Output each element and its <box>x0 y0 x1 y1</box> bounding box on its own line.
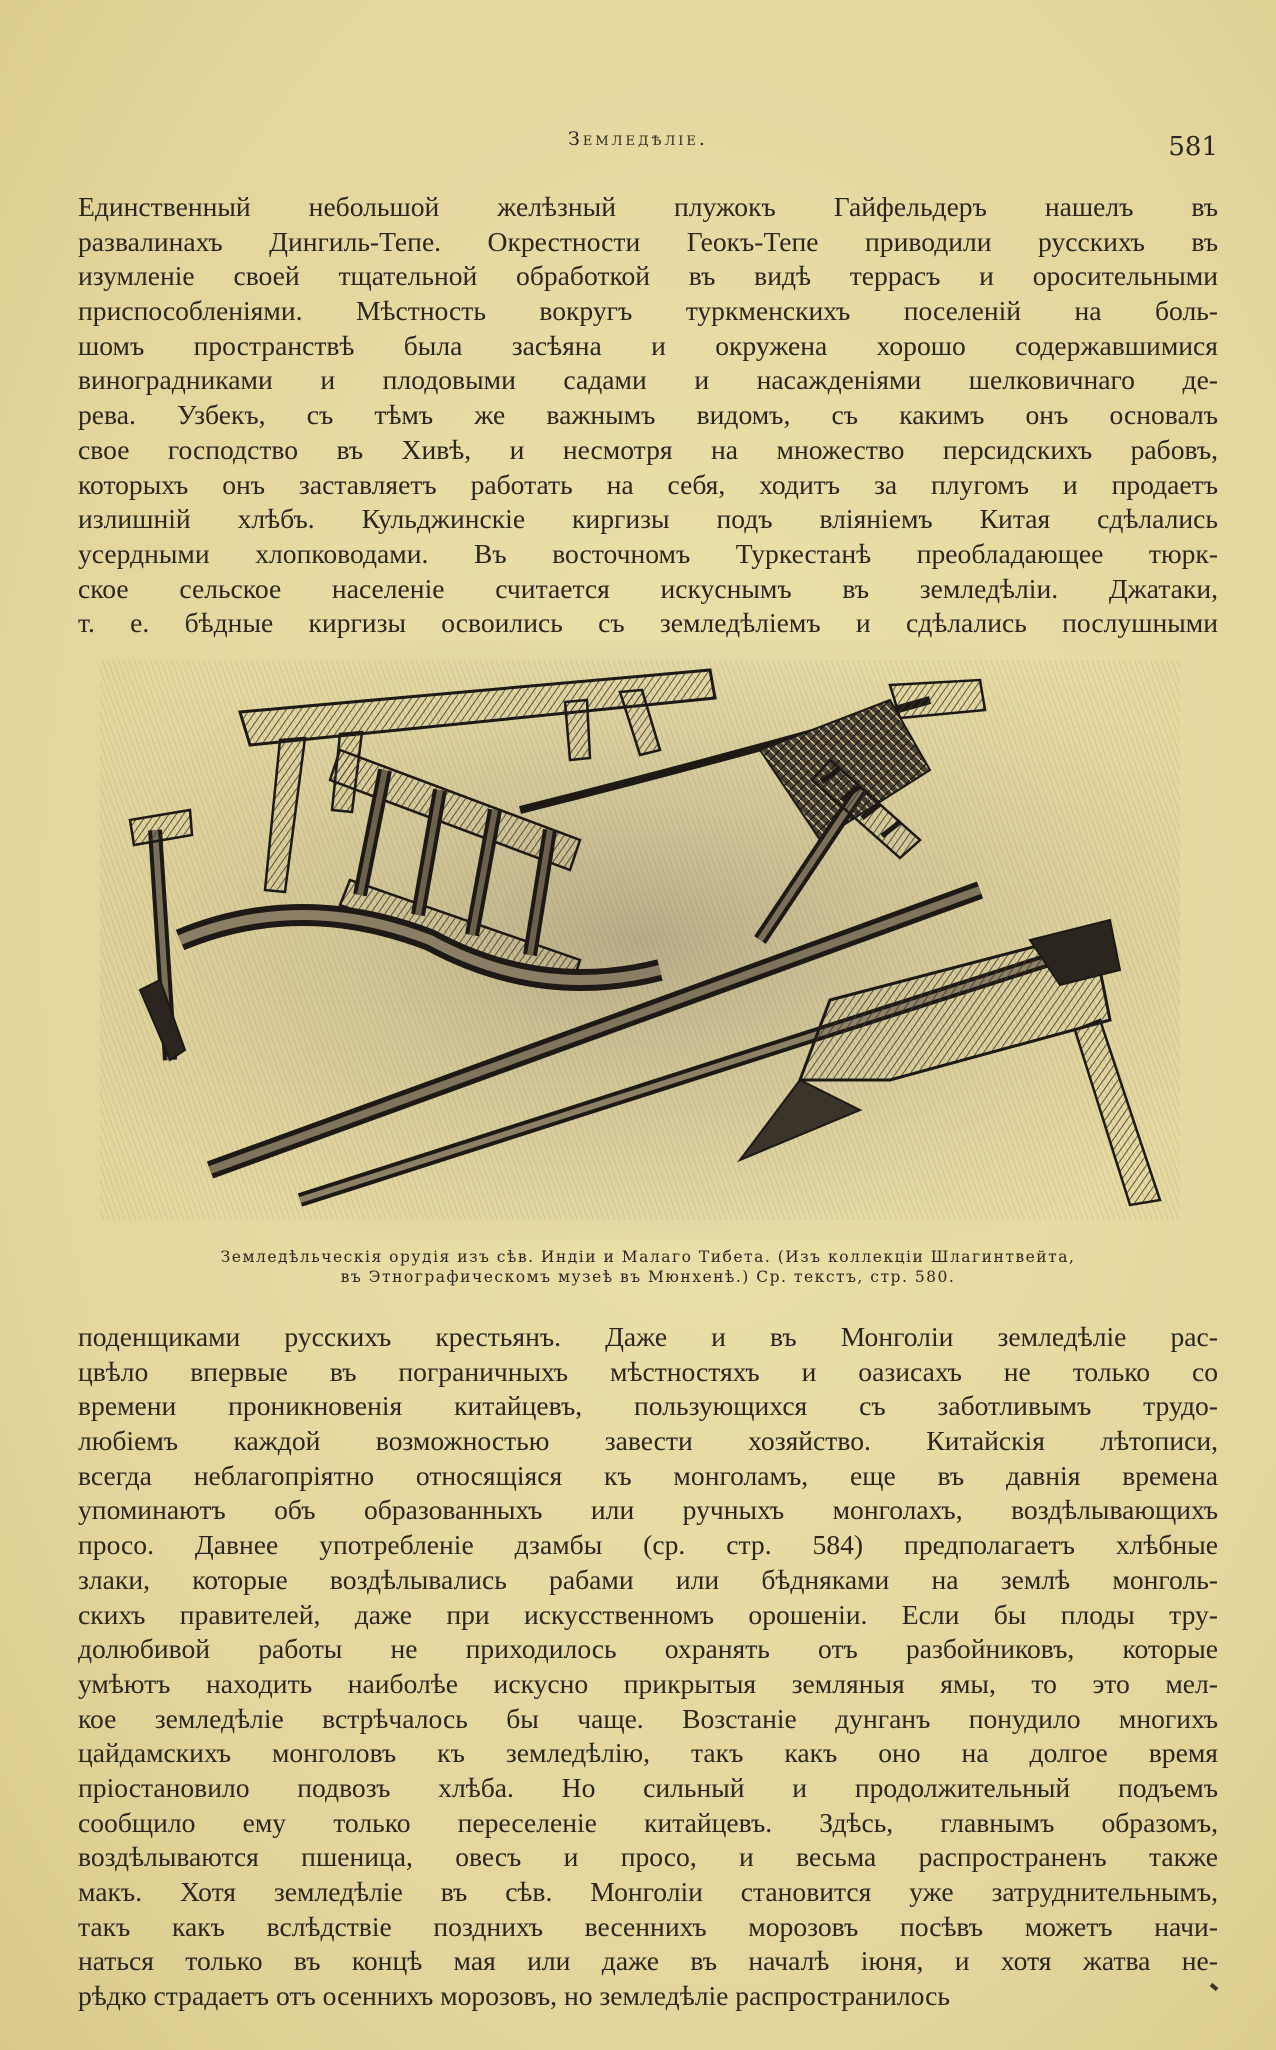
text-line: наться только въ концѣ мая или даже въ началѣ іюня, и хотя жатва не- <box>78 1945 1218 1977</box>
text-line: поденщиками русскихъ крестьянъ. Даже и въ Монголіи земледѣліе рас- <box>78 1321 1218 1352</box>
text-line: просо. Давнее употребленіе дзамбы (ср. стр. 584) предполагаетъ хлѣбные <box>78 1529 1218 1561</box>
text-line: цвѣло впервые въ пограничныхъ мѣстностяхъ и оазисахъ не только со <box>78 1355 1218 1387</box>
text-line: пріостановило подвозъ хлѣба. Но сильный и продолжительный подъемъ <box>78 1771 1218 1803</box>
text-line: цайдамскихъ монголовъ къ земледѣлію, такъ какъ оно на долгое время <box>78 1737 1218 1769</box>
text-line: кое земледѣліе встрѣчалось бы чаще. Возстаніе дунганъ понудило многихъ <box>78 1702 1218 1734</box>
text-line: умѣютъ находить наиболѣе искусно прикрытыя земляныя ямы, то это мел- <box>78 1667 1218 1699</box>
text-line: рева. Узбекъ, съ тѣмъ же важнымъ видомъ, съ какимъ онъ основалъ <box>78 399 1218 431</box>
engraving-figure <box>100 640 1180 1240</box>
text-line: ское сельское населеніе считается искуснымъ въ земледѣліи. Джатаки, <box>78 572 1218 604</box>
agricultural-tools-engraving <box>100 640 1180 1240</box>
text-line: злаки, которые воздѣлывались рабами или бѣдняками на землѣ монголь- <box>78 1563 1218 1595</box>
text-line: рѣдко страдаетъ отъ осеннихъ морозовъ, но земледѣліе распространилось <box>78 1980 950 2012</box>
text-line: сообщило ему только переселеніе китайцевъ. Здѣсь, главнымъ образомъ, <box>78 1806 1218 1838</box>
text-line: приспособленіями. Мѣстность вокругъ туркменскихъ поселеній на боль- <box>78 295 1218 327</box>
text-line: развалинахъ Дингиль-Тепе. Окрестности Геокъ-Тепе приводили русскихъ въ <box>78 225 1218 257</box>
caption-line: въ Этнографическомъ музеѣ въ Мюнхенѣ.) Ср. текстъ, стр. 580. <box>340 1268 956 1286</box>
text-line: макъ. Хотя земледѣліе въ сѣв. Монголіи становится уже затруднительнымъ, <box>78 1876 1218 1907</box>
figure-caption <box>78 1247 1218 1287</box>
text-line: излишній хлѣбъ. Кульджинскіе киргизы подъ вліяніемъ Китая сдѣлались <box>78 503 1218 535</box>
text-line: изумленіе своей тщательной обработкой въ видѣ террасъ и оросительными <box>78 260 1218 292</box>
text-line: упоминаютъ объ образованныхъ или ручныхъ монголахъ, воздѣлывающихъ <box>78 1494 1218 1526</box>
page-number: 581 <box>1168 132 1218 162</box>
text-line: всегда неблагопріятно относящіяся къ монголамъ, еще въ давнія времена <box>78 1459 1218 1491</box>
text-line: скихъ правителей, даже при искусственномъ орошеніи. Если бы плоды тру- <box>78 1598 1218 1630</box>
running-head: Земледѣліе. <box>568 128 708 150</box>
text-block-bottom <box>78 1320 1218 2014</box>
text-line: свое господство въ Хивѣ, и несмотря на множество персидскихъ рабовъ, <box>78 433 1218 465</box>
text-line: такъ какъ вслѣдствіе позднихъ весеннихъ морозовъ посѣвъ можетъ начи- <box>78 1910 1218 1942</box>
page-header <box>78 122 1218 162</box>
text-line: усердными хлопководами. Въ восточномъ Туркестанѣ преобладающее тюрк- <box>78 537 1218 569</box>
text-line: т. е. бѣдные киргизы освоились съ земледѣліемъ и сдѣлались послушными <box>78 607 1218 639</box>
text-line: Единственный небольшой желѣзный плужокъ Гайфельдеръ нашелъ въ <box>78 191 1218 222</box>
text-line: долюбивой работы не приходилось охранять отъ разбойниковъ, которые <box>78 1633 1218 1665</box>
text-line: любіемъ каждой возможностью завести хозяйство. Китайскія лѣтописи, <box>78 1425 1218 1457</box>
text-line: воздѣлываются пшеница, овесъ и просо, и весьма распространенъ также <box>78 1841 1218 1873</box>
text-line: виноградниками и плодовыми садами и насажденіями шелковичнаго де- <box>78 364 1218 396</box>
text-block-top <box>78 190 1218 641</box>
text-line: времени проникновенія китайцевъ, пользующихся съ заботливымъ трудо- <box>78 1390 1218 1422</box>
caption-line: Земледѣльческія орудія изъ сѣв. Индіи и Малаго Тибета. (Изъ коллекціи Шлагинтвейта, <box>220 1248 1076 1266</box>
text-line: которыхъ онъ заставляетъ работать на себя, ходитъ за плугомъ и продаетъ <box>78 468 1218 500</box>
text-line: шомъ пространствѣ была засѣяна и окружена хорошо содержавшимися <box>78 329 1218 361</box>
